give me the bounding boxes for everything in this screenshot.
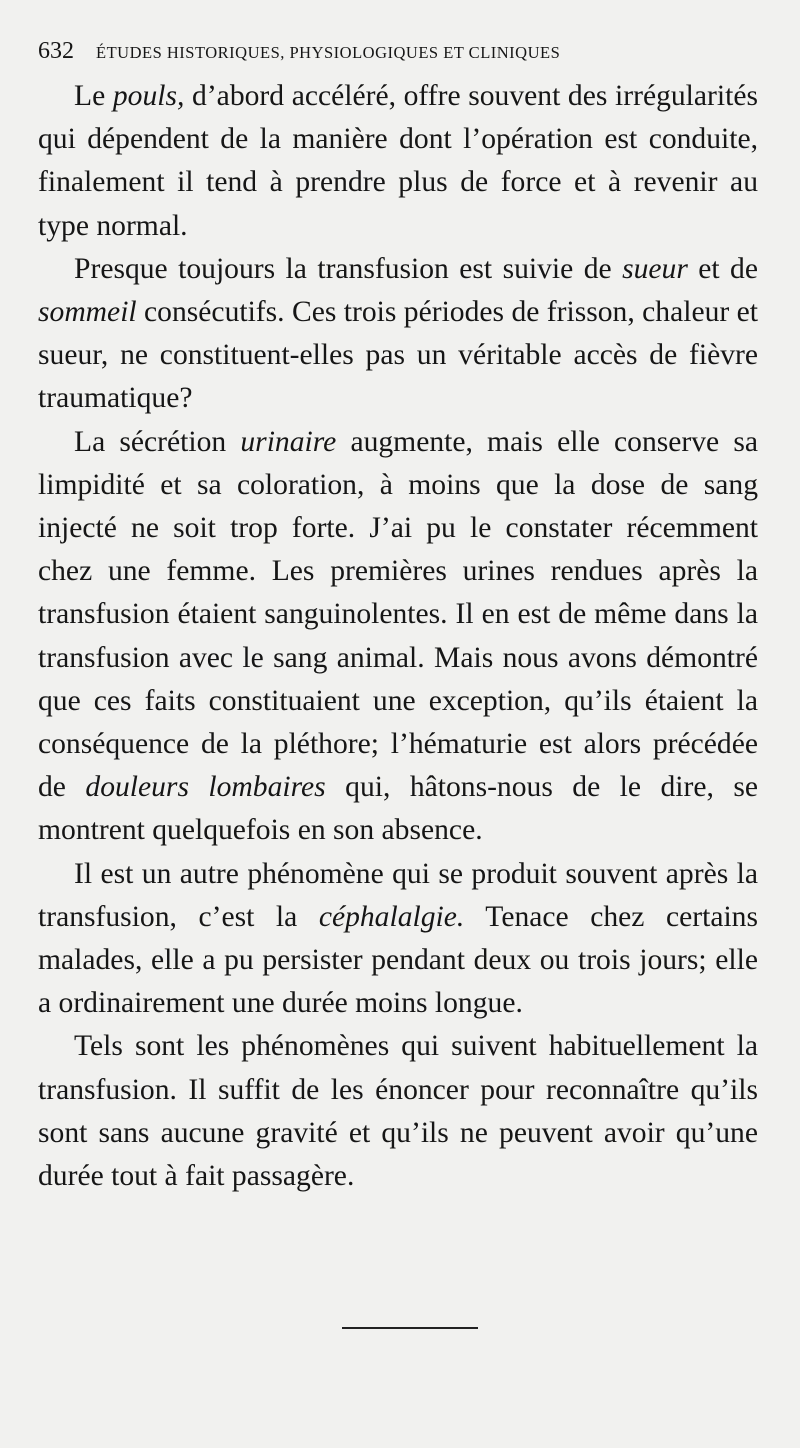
- italic-term: douleurs lombaires: [85, 771, 326, 804]
- italic-term: urinaire: [240, 425, 337, 458]
- paragraph-headache: [38, 853, 758, 1026]
- paragraph-text: qui, hâtons-nous de le dire, se montrent quelquefois en son absence.: [38, 771, 758, 847]
- paragraph-text: Le: [74, 80, 113, 112]
- running-title: ÉTUDES HISTORIQUES, PHYSIOLOGIQUES ET CLINIQUES: [96, 43, 561, 62]
- paragraph-text: d’abord accéléré, offre souvent des irrégularités qui dépendent de la manière dont l’opération est conduite, finalement il tend à prendre plus de force et à revenir au type normal.: [38, 80, 758, 242]
- paragraph-urinary: [38, 421, 758, 853]
- paragraph-text: consécutifs. Ces trois périodes de frisson, chaleur et sueur, ne constituent-elles pas un véritable accès de fièvre traumatique?: [38, 296, 758, 415]
- paragraph-text: Presque toujours la transfusion est suivie de: [74, 252, 623, 285]
- paragraph-text: Il est un autre phénomène qui se produit souvent après la transfusion, c’est la: [38, 857, 758, 933]
- body-text: [38, 75, 758, 1198]
- paragraph-text: La sécrétion: [74, 425, 241, 458]
- italic-term: pouls,: [112, 80, 185, 112]
- paragraph-text: Tels sont les phénomènes qui suivent habituellement la transfusion. Il suffit de les énoncer pour reconnaître qu’ils sont sans aucune gravité et qu’ils ne peuvent avoir qu’une durée tout à fait passagère.: [38, 1030, 758, 1193]
- italic-term: sueur: [622, 252, 688, 285]
- italic-term: sommeil: [38, 296, 137, 329]
- paragraph-text: augmente, mais elle conserve sa limpidité et sa coloration, à moins que la dose de sang injecté ne soit trop forte. J’ai pu le constater récemment chez une femme. Les premières urines rendues après la transfusion étaient sanguinolentes. Il en est de même dans la transfusion avec le sang animal. Mais nous avons démontré que ces faits constituaient une exception, qu’ils étaient la conséquence de la pléthore; l’hématurie est alors précédée de: [38, 425, 758, 804]
- paragraph-conclusion: [38, 1025, 758, 1198]
- running-header: [38, 38, 758, 65]
- paragraph-pulse: [38, 75, 758, 248]
- paragraph-sweat-sleep: [38, 248, 758, 421]
- section-end-rule: [342, 1327, 478, 1329]
- italic-term: céphalalgie.: [318, 900, 465, 933]
- page-number: 632: [38, 38, 74, 64]
- paragraph-text: et de: [687, 252, 758, 285]
- paragraph-text: Tenace chez certains malades, elle a pu persister pendant deux ou trois jours; elle a ordinairement une durée moins longue.: [38, 900, 758, 1020]
